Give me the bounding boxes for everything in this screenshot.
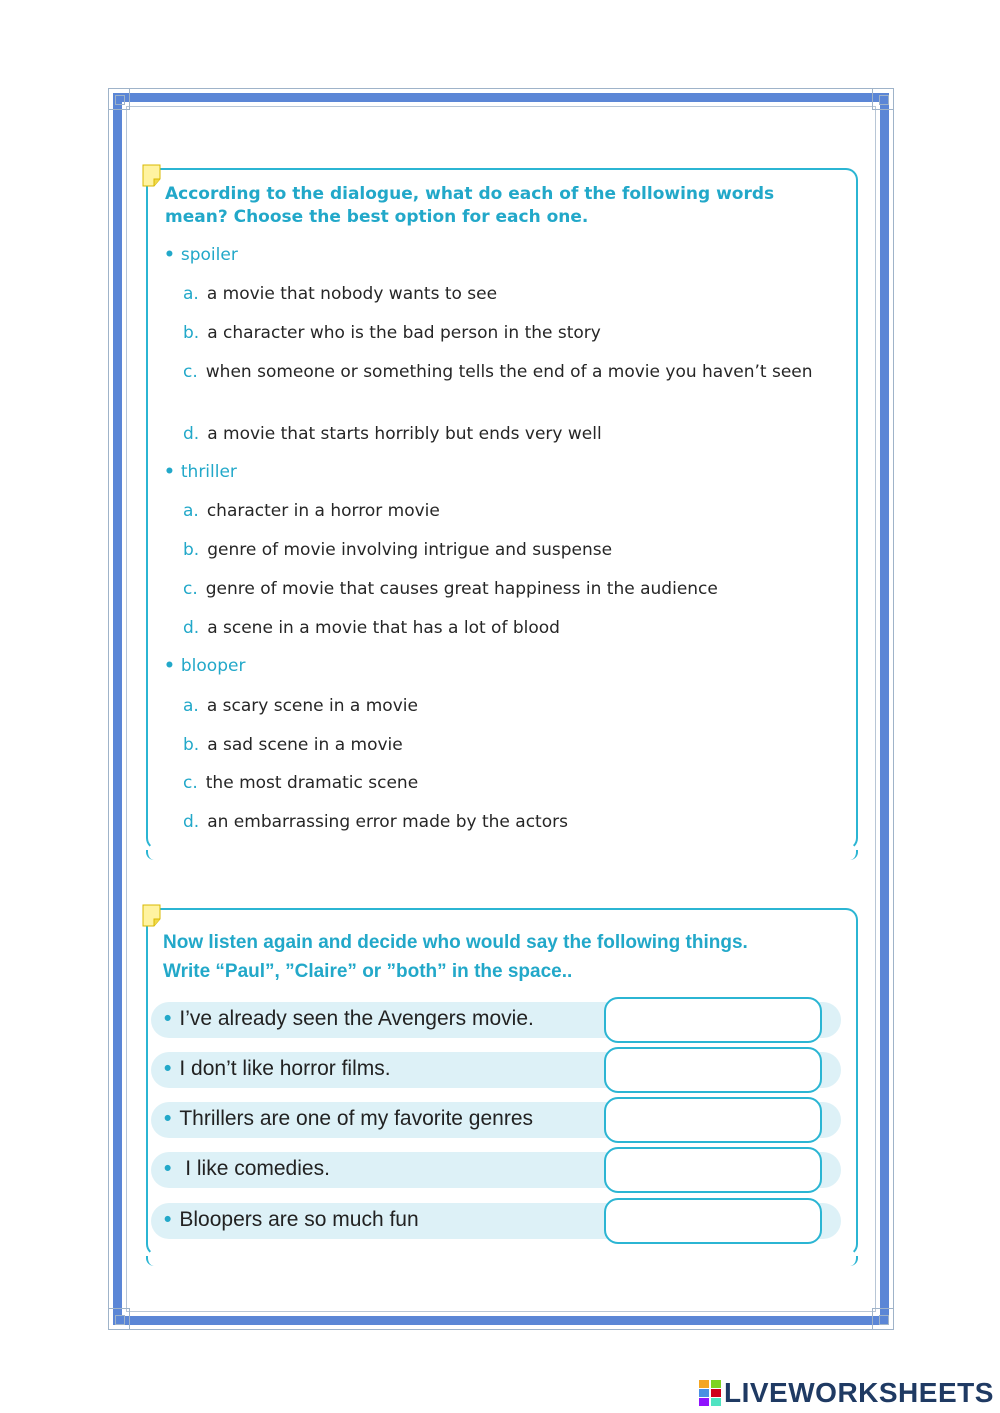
exercise-2-instruction-line-2: Write “Paul”, ”Claire” or ”both” in the space..: [163, 961, 573, 982]
liveworksheets-logo-icon: [698, 1378, 722, 1408]
option-thriller-b[interactable]: b. genre of movie involving intrigue and suspense: [183, 540, 613, 560]
option-blooper-b[interactable]: b. a sad scene in a movie: [183, 735, 403, 755]
statement-row-4: • I like comedies.: [164, 1157, 330, 1180]
exercise-2-panel-bottom: [146, 1256, 858, 1266]
option-thriller-c[interactable]: c. genre of movie that causes great happiness in the audience: [183, 579, 718, 599]
option-spoiler-c[interactable]: c. when someone or something tells the end of a movie you haven’t seen: [183, 362, 813, 382]
answer-input-4[interactable]: [604, 1147, 822, 1193]
statement-row-2: • I don’t like horror films.: [164, 1057, 391, 1080]
option-spoiler-d[interactable]: d. a movie that starts horribly but ends very well: [183, 424, 602, 444]
question-word-blooper: • blooper: [164, 656, 246, 676]
answer-input-5[interactable]: [604, 1198, 822, 1244]
answer-input-1[interactable]: [604, 997, 822, 1043]
exercise-1-instruction-line-1: According to the dialogue, what do each of the following words: [165, 184, 775, 204]
option-blooper-c[interactable]: c. the most dramatic scene: [183, 773, 419, 793]
answer-input-2[interactable]: [604, 1047, 822, 1093]
frame-corner-bottom-left: [108, 1308, 130, 1330]
frame-corner-top-right: [872, 88, 894, 110]
exercise-2-instruction: [163, 928, 748, 986]
liveworksheets-brand: [698, 1375, 994, 1411]
exercise-2-instruction-line-1: Now listen again and decide who would say the following things.: [163, 932, 748, 953]
exercise-1-panel-bottom: [146, 850, 858, 860]
statement-row-1: • I’ve already seen the Avengers movie.: [164, 1007, 534, 1030]
option-thriller-d[interactable]: d. a scene in a movie that has a lot of blood: [183, 618, 560, 638]
statement-row-3: • Thrillers are one of my favorite genres: [164, 1107, 534, 1130]
frame-corner-bottom-right: [872, 1308, 894, 1330]
option-thriller-a[interactable]: a. character in a horror movie: [183, 501, 440, 521]
exercise-1-instruction: [165, 183, 774, 229]
option-blooper-d[interactable]: d. an embarrassing error made by the actors: [183, 812, 568, 832]
question-word-thriller: • thriller: [164, 462, 237, 482]
liveworksheets-brand-text: LIVEWORKSHEETS: [724, 1377, 994, 1408]
answer-input-3[interactable]: [604, 1097, 822, 1143]
option-blooper-a[interactable]: a. a scary scene in a movie: [183, 696, 418, 716]
question-word-spoiler: • spoiler: [164, 245, 238, 265]
frame-corner-top-left: [108, 88, 130, 110]
option-spoiler-a[interactable]: a. a movie that nobody wants to see: [183, 284, 498, 304]
sticky-note-icon: [142, 164, 162, 188]
exercise-1-instruction-line-2: mean? Choose the best option for each one.: [165, 207, 589, 227]
option-spoiler-b[interactable]: b. a character who is the bad person in the story: [183, 323, 601, 343]
statement-row-5: • Bloopers are so much fun: [164, 1208, 419, 1231]
sticky-note-icon: [142, 904, 162, 928]
